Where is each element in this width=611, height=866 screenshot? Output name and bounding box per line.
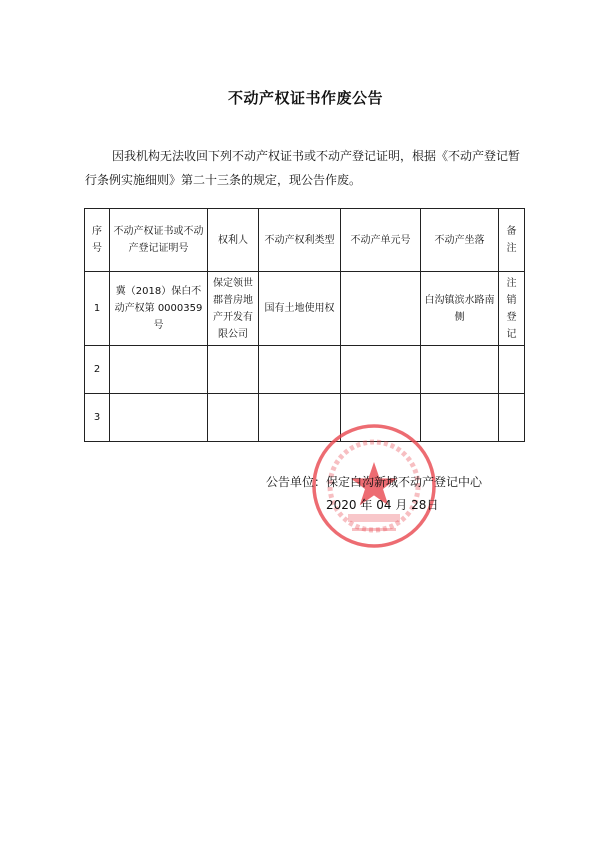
announcer-line xyxy=(266,474,482,490)
table-cell: 白沟镇滨水路南侧 xyxy=(421,272,499,346)
header-cell: 不动产坐落 xyxy=(421,209,499,272)
table-cell xyxy=(259,346,341,394)
header-cell: 不动产权利类型 xyxy=(259,209,341,272)
table-cell xyxy=(208,346,259,394)
table-row xyxy=(85,394,525,442)
header-cell: 备注 xyxy=(499,209,525,272)
header-cell: 权利人 xyxy=(208,209,259,272)
table-cell xyxy=(499,346,525,394)
table-cell xyxy=(341,272,421,346)
table-cell xyxy=(110,346,208,394)
table-cell: 1 xyxy=(85,272,110,346)
date-year-unit: 年 xyxy=(360,498,373,512)
table-row xyxy=(85,272,525,346)
announcer-name: 保定白沟新城不动产登记中心 xyxy=(326,475,483,489)
announcer-label: 公告单位： xyxy=(266,475,327,489)
table-cell: 冀（2018）保白不动产权第 0000359 号 xyxy=(110,272,208,346)
table-cell xyxy=(421,346,499,394)
date-day: 28 xyxy=(411,498,427,512)
date-day-unit: 日 xyxy=(426,498,439,512)
table-row xyxy=(85,346,525,394)
header-cell: 序号 xyxy=(85,209,110,272)
table-cell: 保定领世郡普房地产开发有限公司 xyxy=(208,272,259,346)
table-cell: 2 xyxy=(85,346,110,394)
table-cell xyxy=(499,394,525,442)
table-cell xyxy=(110,394,208,442)
date-month-unit: 月 xyxy=(395,498,408,512)
document-title: 不动产权证书作废公告 xyxy=(227,89,383,107)
table-cell xyxy=(208,394,259,442)
notice-body: 因我机构无法收回下列不动产权证书或不动产登记证明，根据《不动产登记暂行条例实施细则》第二十三条的规定，现公告作废。 xyxy=(85,149,521,187)
announcement-date xyxy=(326,497,438,513)
table-cell xyxy=(341,346,421,394)
header-cell: 不动产单元号 xyxy=(341,209,421,272)
table-header-row xyxy=(85,209,525,272)
table-cell: 注销登记 xyxy=(499,272,525,346)
date-year: 2020 xyxy=(326,498,357,512)
header-cell: 不动产权证书或不动产登记证明号 xyxy=(110,209,208,272)
table-cell: 3 xyxy=(85,394,110,442)
notice-table xyxy=(84,208,525,442)
table-cell: 国有土地使用权 xyxy=(259,272,341,346)
date-month: 04 xyxy=(376,498,392,512)
